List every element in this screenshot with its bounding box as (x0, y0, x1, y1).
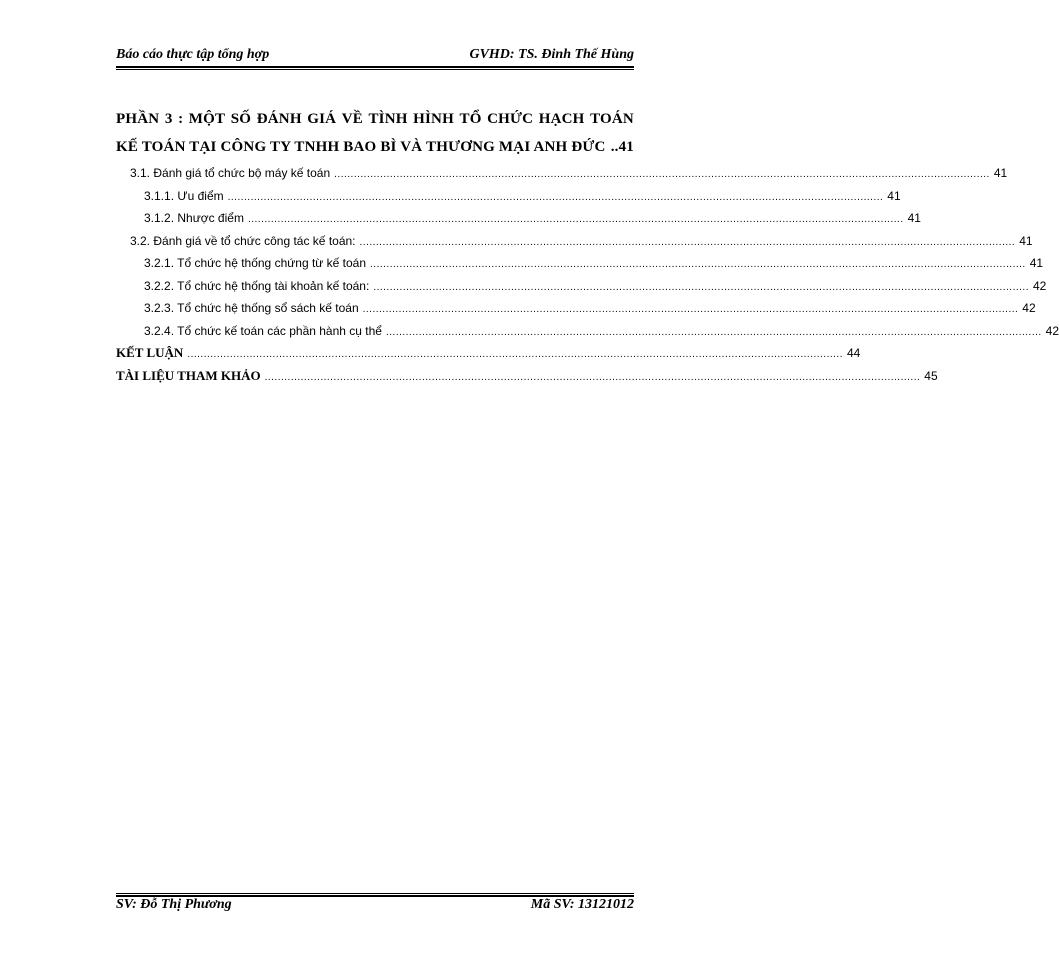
part-heading-word: MỘT (188, 111, 226, 127)
header-supervisor: GVHD: TS. Đinh Thế Hùng (469, 47, 634, 62)
toc-entry-page: 41 (907, 211, 921, 225)
toc-entry-page: 42 (1032, 278, 1047, 293)
toc-entry[interactable] (116, 252, 1044, 275)
toc-dot-leader: ........................................................................................................................................................................................................ (264, 371, 921, 383)
toc-entry-page: 42 (1022, 301, 1036, 315)
toc-dot-leader: ........................................................................................................................................................................................................ (187, 349, 843, 360)
toc-entry[interactable] (116, 162, 1008, 185)
toc-entry-title: 3.2.2. Tổ chức hệ thống tài khoản kế toán: (144, 278, 370, 293)
toc-dot-leader: ........................................................................................................................................................................................................ (385, 326, 1042, 338)
toc-dot-leader: ........................................................................................................................................................................................................ (362, 304, 1019, 315)
header-report-title: Báo cáo thực tập tổng hợp (116, 47, 270, 62)
header-rule (116, 66, 634, 70)
part-heading-word: ĐÁNH (256, 111, 302, 127)
part-heading-word: TOÁN (590, 111, 634, 127)
footer-student-name: SV: Đỗ Thị Phương (116, 897, 232, 912)
toc-entry-page: 41 (1029, 256, 1044, 270)
toc-entry[interactable] (116, 342, 861, 365)
toc-entry[interactable] (116, 297, 1036, 320)
part-heading-word: TỔ (459, 111, 482, 127)
toc-entry[interactable] (116, 275, 1047, 298)
toc-entry-title: 3.2.4. Tổ chức kế toán các phần hành cụ thể (144, 323, 382, 338)
toc-entry-page: 45 (924, 368, 938, 383)
part-heading-word: CHỨC (487, 111, 534, 127)
toc-part-heading (116, 108, 634, 162)
toc-dot-leader: ........................................................................................................................................................................................................ (370, 259, 1026, 270)
toc-entry-page: 44 (846, 346, 861, 360)
toc-entry[interactable] (116, 207, 921, 230)
toc-dot-leader: ........................................................................................................................................................................................................ (227, 191, 884, 203)
part-heading-page: ..41 (610, 139, 634, 155)
part-heading-line2 (116, 136, 634, 162)
toc-dot-leader: ........................................................................................................................................................................................................ (359, 236, 1016, 248)
toc-entry-title: 3.2. Đánh giá về tổ chức công tác kế toán: (130, 233, 356, 248)
part-heading-word: SỐ (230, 111, 252, 127)
part-heading-word: HÌNH (413, 111, 454, 127)
toc-entry-title: KẾT LUẬN (116, 345, 184, 360)
part-heading-word: GIÁ (307, 111, 337, 127)
table-of-contents (116, 108, 1059, 387)
toc-entry-title: 3.1.2. Nhược điểm (144, 211, 244, 225)
toc-entry-page: 41 (887, 188, 901, 203)
toc-entry-page: 42 (1045, 323, 1059, 338)
toc-entry[interactable] (116, 320, 1059, 343)
toc-entry-title: 3.2.1. Tổ chức hệ thống chứng từ kế toán (144, 256, 367, 270)
part-heading-text: KẾ TOÁN TẠI CÔNG TY TNHH BAO BÌ VÀ THƯƠNG MẠI ANH ĐỨC (116, 139, 606, 155)
toc-entry-title: TÀI LIỆU THAM KHẢO (116, 367, 261, 383)
part-heading-word: HẠCH (538, 111, 585, 127)
toc-dot-leader: ........................................................................................................................................................................................................ (373, 281, 1029, 293)
part-heading-line1 (116, 108, 634, 136)
part-heading-word: 3 (164, 111, 173, 127)
toc-dot-leader: ........................................................................................................................................................................................................ (334, 169, 990, 180)
toc-entries (116, 162, 1059, 387)
part-heading-word: TÌNH (368, 111, 408, 127)
toc-entry-title: 3.2.3. Tổ chức hệ thống sổ sách kế toán (144, 301, 359, 315)
toc-entry-page: 41 (993, 166, 1008, 180)
toc-entry-page: 41 (1019, 233, 1033, 248)
part-heading-word: PHẦN (116, 111, 160, 127)
page-footer (116, 897, 634, 913)
page-header (116, 47, 634, 63)
part-heading-word: : (178, 111, 184, 127)
toc-entry[interactable] (116, 185, 901, 208)
footer-student-id: Mã SV: 13121012 (530, 897, 634, 912)
toc-entry-title: 3.1.1. Ưu điểm (144, 188, 224, 203)
toc-entry[interactable] (116, 230, 1033, 253)
part-heading-word: VỀ (341, 111, 363, 127)
toc-entry-title: 3.1. Đánh giá tổ chức bộ máy kế toán (130, 166, 331, 180)
toc-entry[interactable] (116, 365, 938, 388)
toc-dot-leader: ........................................................................................................................................................................................................ (247, 214, 904, 225)
